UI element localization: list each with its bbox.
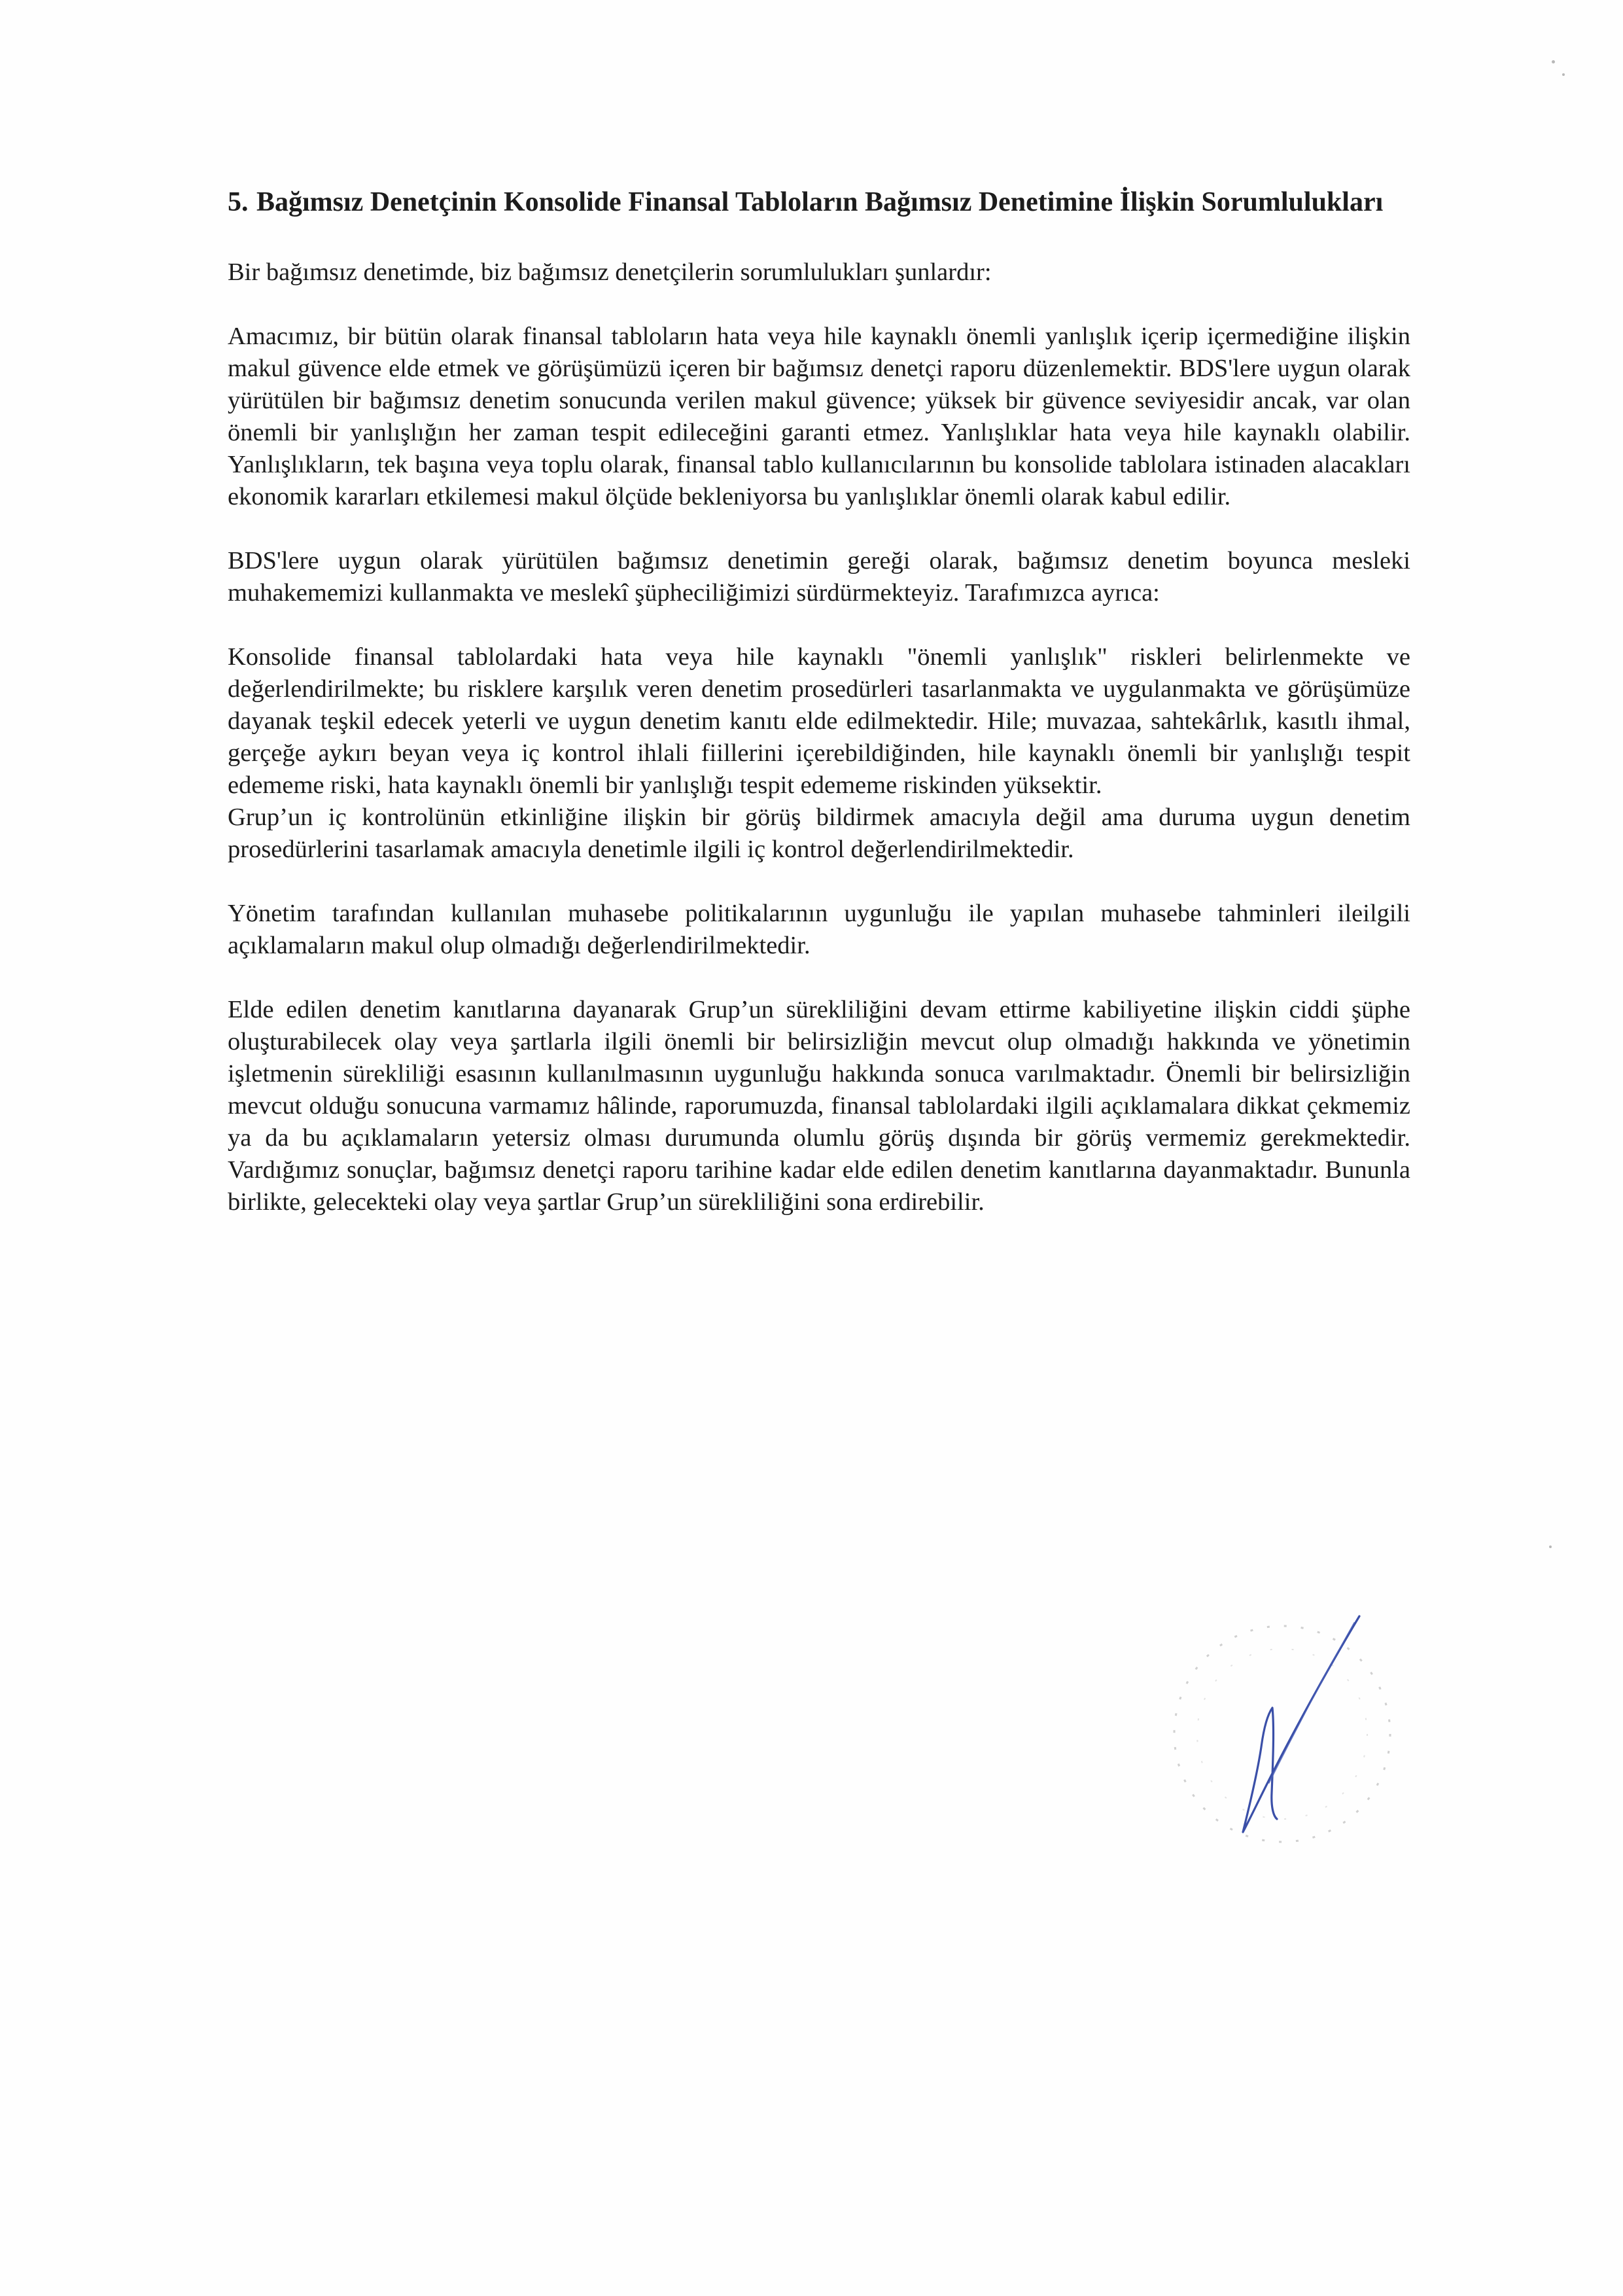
scan-speck	[1552, 60, 1555, 63]
stamp-trace	[1174, 1626, 1390, 1842]
paragraph-risk-assessment: Konsolide finansal tablolardaki hata veya hile kaynaklı "önemli yanlışlık" riskleri belirlenmekte ve değerlendirilmekte; bu risklere karşılık veren denetim prosedürleri tasarlanmakta ve uygulanmakta ve görüşümüze dayanak teşkil edecek yeterli ve uygun denetim kanıtı elde edilmektedir. Hile; muvazaa, sahtekârlık, kasıtlı ihmal, gerçeğe aykırı beyan veya iç kontrol ihlali fiillerini içerebildiğinden, hile kaynaklı önemli bir yanlışlığı tespit edememe riski, hata kaynaklı önemli bir yanlışlığı tespit edememe riskinden yüksektir.	[228, 643, 1410, 799]
paragraph-intro: Bir bağımsız denetimde, biz bağımsız denetçilerin sorumlulukları şunlardır:	[228, 258, 992, 286]
paragraph-internal-control: Grup’un iç kontrolünün etkinliğine ilişkin bir görüş bildirmek amacıyla değil ama duruma uygun denetim prosedürlerini tasarlamak amacıyla denetimle ilgili iç kontrol değerlendirilmektedir.	[228, 804, 1410, 863]
paragraph-professional-judgement: BDS'lere uygun olarak yürütülen bağımsız denetimin gereği olarak, bağımsız denetim boyunca mesleki muhakememizi kullanmakta ve meslekî şüpheciliğimizi sürdürmekteyiz. Tarafımızca ayrıca:	[228, 547, 1410, 607]
paragraph-objective: Amacımız, bir bütün olarak finansal tabloların hata veya hile kaynaklı önemli yanlışlık içerip içermediğine ilişkin makul güvence elde etmek ve görüşümüzü içeren bir bağımsız denetçi raporu düzenlemektir. BDS'lere uygun olarak yürütülen bir bağımsız denetim sonucunda verilen makul güvence; yüksek bir güvence seviyesidir ancak, var olan önemli bir yanlışlığın her zaman tespit edileceğini garanti etmez. Yanlışlıklar hata veya hile kaynaklı olabilir. Yanlışlıkların, tek başına veya toplu olarak, finansal tablo kullanıcılarının bu konsolide tablolara istinaden alacakları ekonomik kararları etkilemesi makul ölçüde bekleniyorsa bu yanlışlıklar önemli olarak kabul edilir.	[228, 323, 1410, 510]
scan-speck	[1562, 73, 1565, 76]
page-content	[228, 185, 1410, 1250]
scan-speck	[1549, 1545, 1552, 1548]
paragraph-accounting-policies: Yönetim tarafından kullanılan muhasebe politikalarının uygunluğu ile yapılan muhasebe tahminleri ileilgili açıklamaların makul olup olmadığı değerlendirilmektedir.	[228, 900, 1410, 959]
section-number: 5.	[228, 187, 249, 217]
section-title: Bağımsız Denetçinin Konsolide Finansal Tabloların Bağımsız Denetimine İlişkin Sorumlulukları	[256, 187, 1384, 217]
section-heading	[228, 185, 1410, 220]
signature-with-stamp	[1151, 1597, 1426, 1871]
paragraph-going-concern: Elde edilen denetim kanıtlarına dayanarak Grup’un sürekliliğini devam ettirme kabiliyetine ilişkin ciddi şüphe oluşturabilecek olay veya şartlarla ilgili önemli bir belirsizliğin mevcut olup olmadığı hakkında ve yönetimin işletmenin sürekliliği esasının kullanılmasının uygunluğu hakkında sonuca varılmaktadır. Önemli bir belirsizliğin mevcut olduğu sonucuna varmamız hâlinde, raporumuzda, finansal tablolardaki ilgili açıklamalara dikkat çekmemiz ya da bu açıklamaların yetersiz olması durumunda olumlu görüş dışında bir görüş vermemiz gerekmektedir. Vardığımız sonuçlar, bağımsız denetçi raporu tarihine kadar elde edilen denetim kanıtlarına dayanmaktadır. Bununla birlikte, gelecekteki olay veya şartlar Grup’un sürekliliğini sona erdirebilir.	[228, 996, 1410, 1216]
signature-stroke	[1243, 1616, 1359, 1832]
